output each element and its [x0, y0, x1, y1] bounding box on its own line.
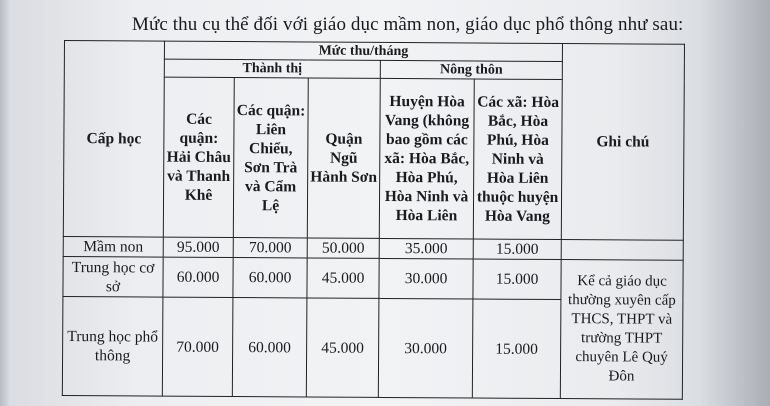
fee-table — [62, 40, 685, 400]
table-row — [63, 256, 683, 300]
cell-value: 30.000 — [378, 298, 473, 398]
cell-value: 70.000 — [233, 238, 307, 258]
cell-value: 60.000 — [233, 258, 307, 298]
cell-value: 35.000 — [379, 238, 473, 259]
header-level: Cấp học — [63, 41, 164, 238]
cell-value: 15.000 — [472, 299, 561, 399]
header-urban: Thành thị — [164, 59, 380, 78]
header-note: Ghi chú — [561, 44, 684, 241]
cell-value: 70.000 — [162, 297, 233, 396]
row-level: Trung học phổ thông — [62, 296, 163, 396]
fee-table-container — [62, 40, 684, 399]
header-rural: Nông thôn — [380, 60, 562, 79]
cell-value: 95.000 — [163, 237, 233, 257]
subheader-lien-chieu-son-tra-cam-le: Các quận: Liên Chiểu, Sơn Trà và Cẩm Lệ — [233, 78, 308, 238]
screen-edge — [0, 0, 10, 406]
document-heading: Mức thu cụ thể đối với giáo dục mầm non, giáo dục phổ thông như sau: — [132, 14, 684, 35]
header-rate: Mức thu/tháng — [164, 41, 562, 61]
row-level: Mầm non — [63, 236, 163, 257]
subheader-hai-chau-thanh-khe: Các quận: Hải Châu và Thanh Khê — [163, 77, 234, 237]
note-empty — [561, 240, 683, 261]
cell-value: 30.000 — [379, 258, 473, 299]
cell-value: 50.000 — [307, 238, 379, 258]
cell-value: 60.000 — [232, 298, 307, 397]
cell-value: 45.000 — [307, 258, 379, 298]
subheader-rural-communes: Các xã: Hòa Bắc, Hòa Phú, Hòa Ninh và Hòa Liên thuộc huyện Hòa Vang — [473, 79, 562, 240]
note-cell: Kể cả giáo dục thường xuyên cấp THCS, THPT và trường THPT chuyên Lê Quý Đôn — [560, 260, 683, 400]
subheader-hoa-vang: Huyện Hòa Vang (không bao gồm các xã: Hòa Bắc, Hòa Phú, Hòa Ninh và Hòa Liên — [379, 78, 474, 239]
subheader-ngu-hanh-son: Quận Ngũ Hành Sơn — [307, 78, 380, 238]
cell-value: 45.000 — [306, 298, 379, 397]
cell-value: 60.000 — [163, 257, 233, 297]
cell-value: 15.000 — [473, 239, 561, 260]
row-level: Trung học cơ sở — [63, 256, 163, 297]
screen-shading — [700, 0, 770, 406]
cell-value: 15.000 — [473, 259, 561, 300]
